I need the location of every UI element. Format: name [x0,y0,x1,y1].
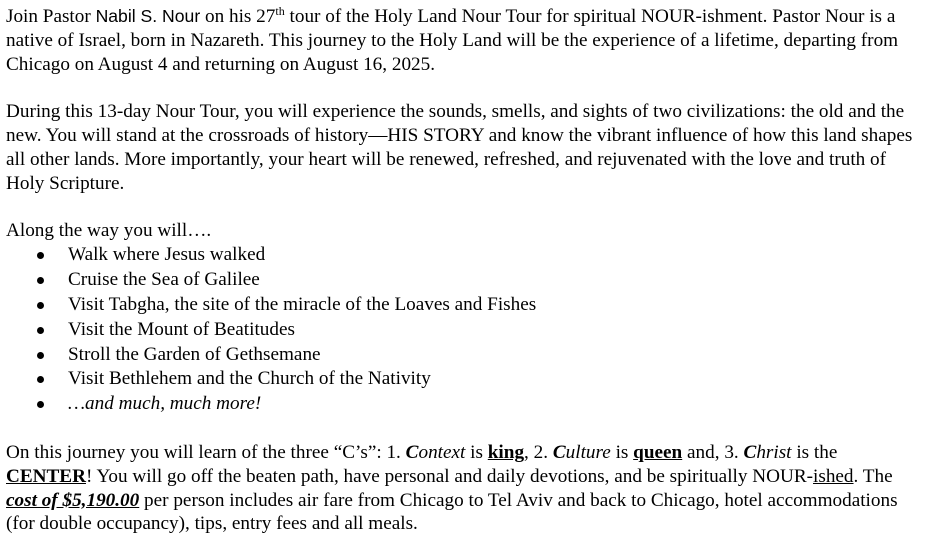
closing-text: is the [791,442,838,463]
bullet-icon [37,327,44,334]
list-item [37,392,928,417]
pastor-name: Nabil S. Nour [95,6,201,26]
list-item [37,343,928,368]
intro-text: on his 27 [200,6,276,27]
bullet-icon [37,252,44,259]
list-item-text: Walk where Jesus walked [68,243,266,265]
culture-word: ulture [565,442,611,463]
christ-word: hrist [756,442,792,463]
c-letter: C [405,442,419,463]
list-item-text: Stroll the Garden of Gethsemane [68,343,321,365]
intro-paragraph [6,5,928,76]
context-word: ontext [418,442,466,463]
ordinal-suffix: th [275,4,285,18]
queen-word: queen [633,442,683,463]
during-paragraph: During this 13-day Nour Tour, you will experience the sounds, smells, and sights of two civilizations: the old and the new. You will stand at the crossroads of history—HIS STORY and know the vibrant influence of how this land shapes all other lands. More importantly, your heart will be renewed, refreshed, and rejuvenated with the love and truth of Holy Scripture. [6,101,913,194]
closing-text: is [610,442,634,463]
ished-word: ished [813,465,854,487]
cost-text: cost of $5,190.00 [6,489,140,511]
intro-text: Join Pastor [6,6,96,27]
list-item-text: Visit the Mount of Beatitudes [68,318,295,340]
closing-text: is [465,442,488,463]
closing-text: . The [853,465,893,487]
closing-text: and, 3. [682,442,744,463]
closing-text: On this journey you will learn of the three “C’s”: 1. [6,442,406,463]
list-item-text: …and much, much more! [68,393,262,415]
closing-text: , 2. [524,442,553,463]
closing-paragraph [6,441,928,536]
list-item-text: Visit Tabgha, the site of the miracle of the Loaves and Fishes [68,293,537,315]
list-item [37,367,928,392]
bullet-icon [37,401,44,408]
list-item-text: Visit Bethlehem and the Church of the Nativity [68,368,431,390]
bullet-icon [37,352,44,359]
bullet-icon [37,376,44,383]
closing-text: per person includes air fare from Chicago to Tel Aviv and back to Chicago, hotel accommodations (for double occupancy), tips, entry fees and all meals. [6,489,898,535]
center-word: CENTER [6,465,86,487]
list-item-text: Cruise the Sea of Galilee [68,268,260,290]
bullet-icon [37,302,44,309]
intro-text: tour of the Holy Land Nour Tour for spiritual NOUR-ishment. Pastor Nour is a native of Israel, born in Nazareth. This journey to the Holy Land will be the experience of a lifetime, departing from Chicago on August 4 and returning on August 16, 2025. [6,6,899,75]
along-heading: Along the way you will…. [6,220,212,242]
list-item [37,268,928,293]
list-item [37,243,928,268]
closing-text: ! You will go off the beaten path, have personal and daily devotions, and be spiritually NOUR- [85,465,814,487]
king-word: king [487,442,525,463]
c-letter: C [552,442,566,463]
itinerary-list [6,243,928,417]
c-letter: C [743,442,757,463]
bullet-icon [37,277,44,284]
list-item [37,293,928,318]
list-item [37,318,928,343]
